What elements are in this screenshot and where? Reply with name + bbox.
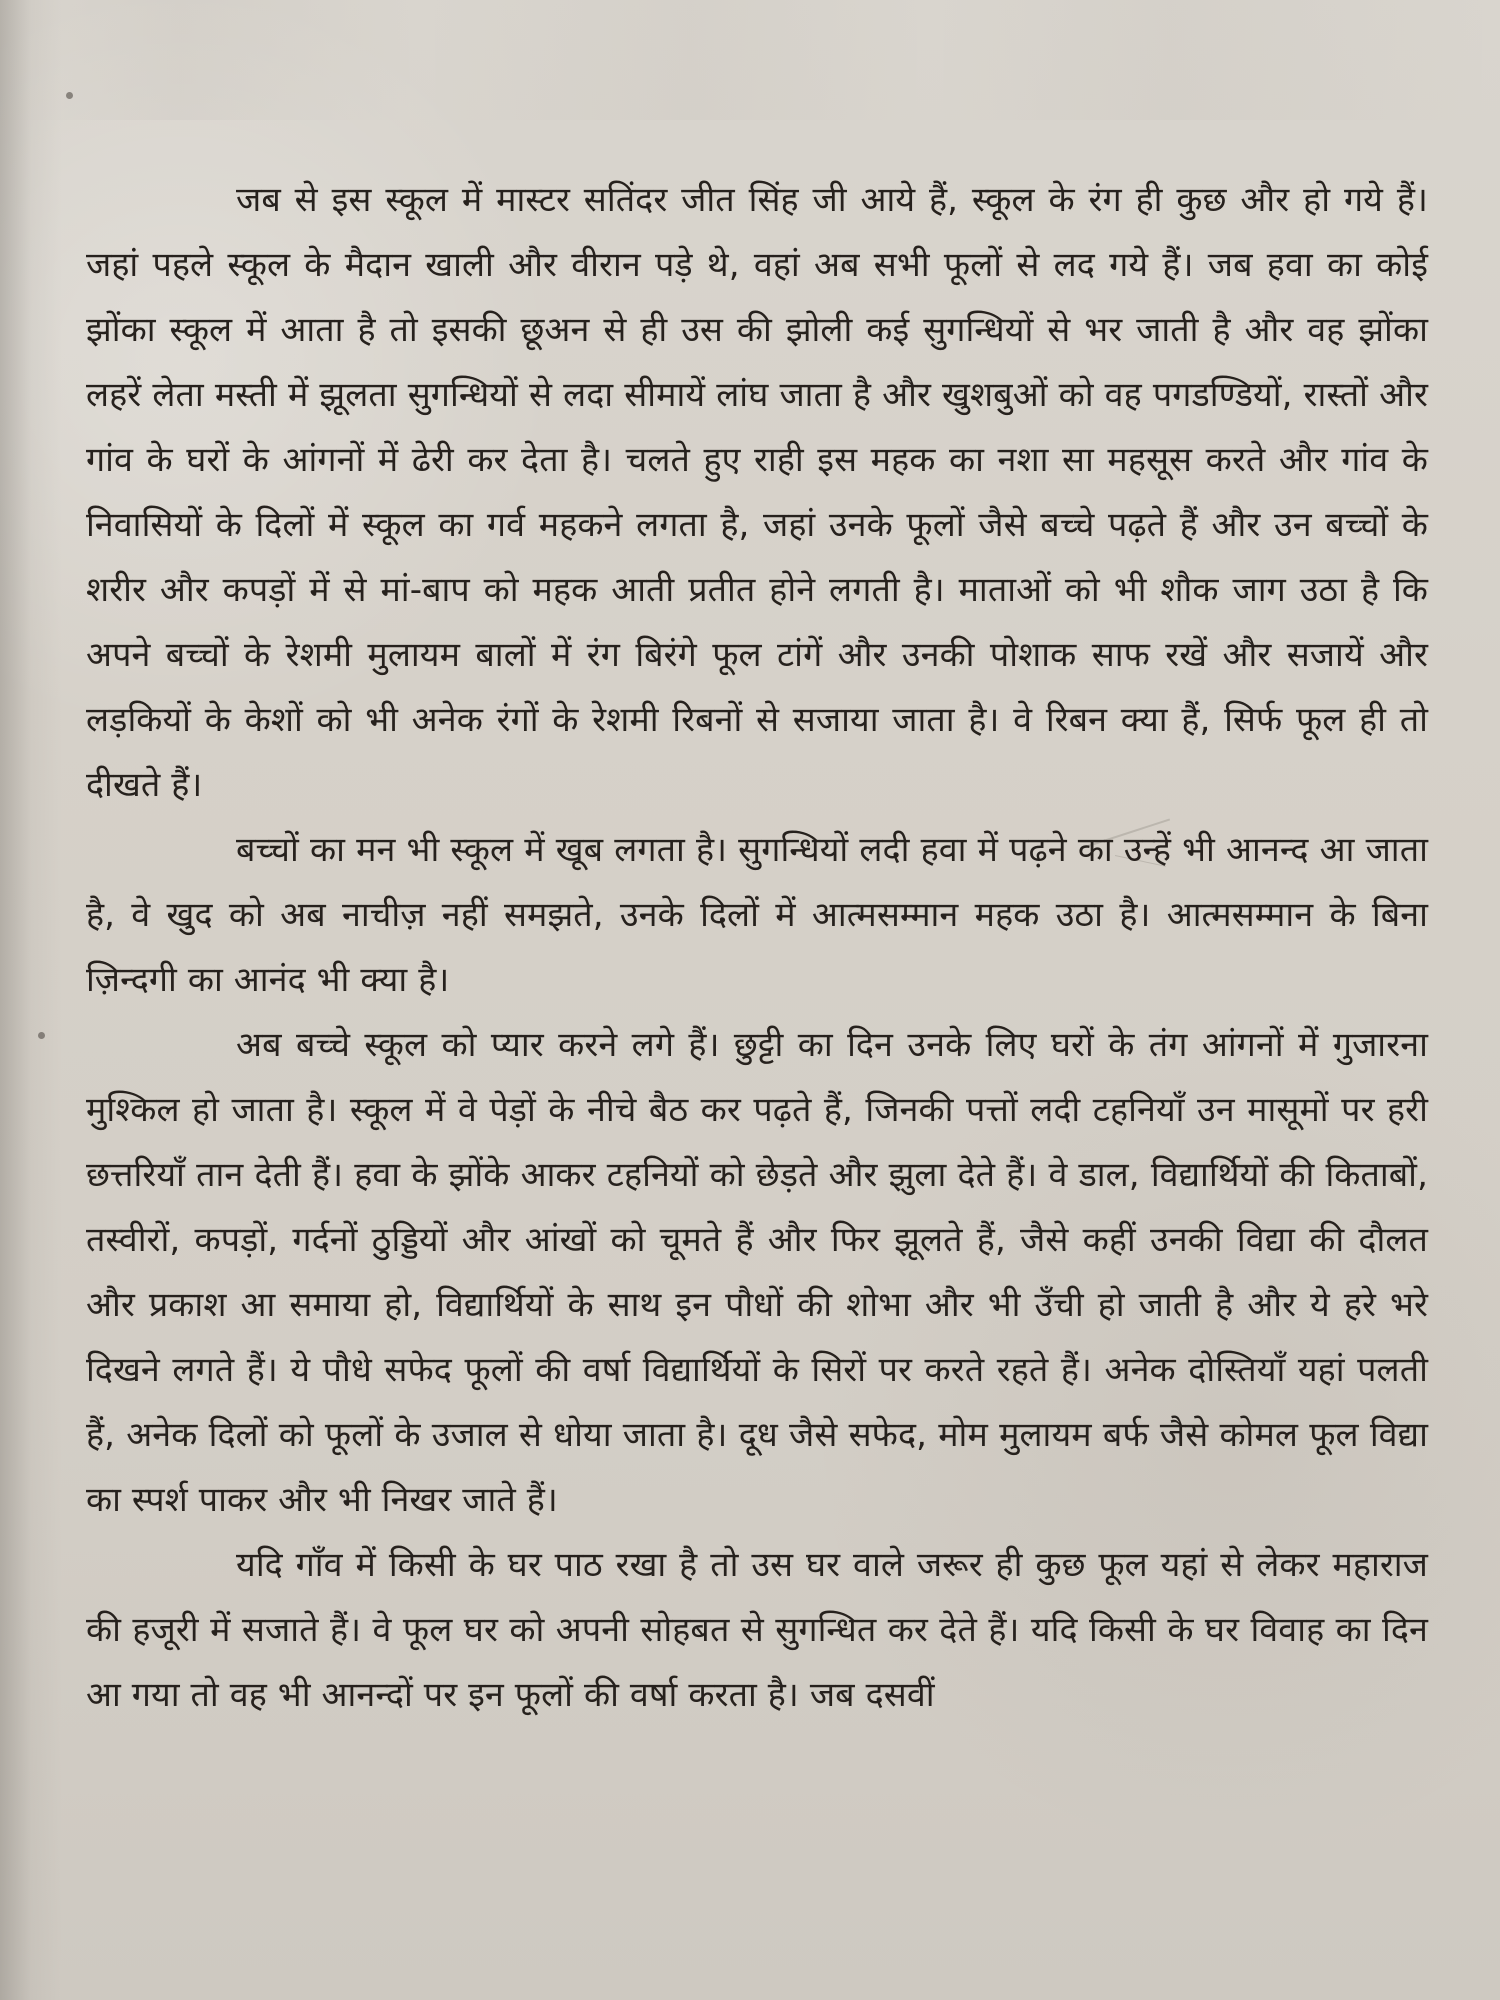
paragraph-3: अब बच्चे स्कूल को प्यार करने लगे हैं। छुट्टी का दिन उनके लिए घरों के तंग आंगनों में गुजारना मुश्किल हो जाता है। स्कूल में वे पेड़ों के नीचे बैठ कर पढ़ते हैं, जिनकी पत्तों लदी टहनियाँ उन मासूमों पर हरी छत्तरियाँ तान देती हैं। हवा के झोंके आकर टहनियों को छेड़ते और झुला देते हैं। वे डाल, विद्यार्थियों की किताबों, तस्वीरों, कपड़ों, गर्दनों ठुड्डियों और आंखों को चूमते हैं और फिर झूलते हैं, जैसे कहीं उनकी विद्या की दौलत और प्रकाश आ समाया हो, विद्यार्थियों के साथ इन पौधों की शोभा और भी उँची हो जाती है और ये हरे भरे दिखने लगते हैं। ये पौधे सफेद फूलों की वर्षा विद्यार्थियों के सिरों पर करते रहते हैं। अनेक दोस्तियाँ यहां पलती हैं, अनेक दिलों को फूलों के उजाल से धोया जाता है। दूध जैसे सफेद, मोम मुलायम बर्फ जैसे कोमल फूल विद्या का स्पर्श पाकर और भी निखर जाते हैं। bbox=[86, 1025, 1428, 1520]
paragraph-4: यदि गाँव में किसी के घर पाठ रखा है तो उस घर वाले जरूर ही कुछ फूल यहां से लेकर महाराज की हजूरी में सजाते हैं। वे फूल घर को अपनी सोहबत से सुगन्धित कर देते हैं। यदि किसी के घर विवाह का दिन आ गया तो वह भी आनन्दों पर इन फूलों की वर्षा करता है। जब दसवीं bbox=[86, 1545, 1428, 1715]
top-bleed-through bbox=[0, 0, 1500, 120]
document-body bbox=[86, 168, 1428, 1728]
paragraph-1: जब से इस स्कूल में मास्टर सतिंदर जीत सिंह जी आये हैं, स्कूल के रंग ही कुछ और हो गये हैं। जहां पहले स्कूल के मैदान खाली और वीरान पड़े थे, वहां अब सभी फूलों से लद गये हैं। जब हवा का कोई झोंका स्कूल में आता है तो इसकी छूअन से ही उस की झोली कई सुगन्धियों से भर जाती है और वह झोंका लहरें लेता मस्ती में झूलता सुगन्धियों से लदा सीमायें लांघ जाता है और खुशबुओं को वह पगडण्डियों, रास्तों और गांव के घरों के आंगनों में ढेरी कर देता है। चलते हुए राही इस महक का नशा सा महसूस करते और गांव के निवासियों के दिलों में स्कूल का गर्व महकने लगता है, जहां उनके फूलों जैसे बच्चे पढ़ते हैं और उन बच्चों के शरीर और कपड़ों में से मां-बाप को महक आती प्रतीत होने लगती है। माताओं को भी शौक जाग उठा है कि अपने बच्चों के रेशमी मुलायम बालों में रंग बिरंगे फूल टांगें और उनकी पोशाक साफ रखें और सजायें और लड़कियों के केशों को भी अनेक रंगों के रेशमी रिबनों से सजाया जाता है। वे रिबन क्या हैं, सिर्फ फूल ही तो दीखते हैं। bbox=[86, 180, 1428, 805]
left-page-shadow bbox=[0, 0, 62, 2000]
paragraph-2: बच्चों का मन भी स्कूल में खूब लगता है। सुगन्धियों लदी हवा में पढ़ने का उन्हें भी आनन्द आ जाता है, वे खुद को अब नाचीज़ नहीं समझते, उनके दिलों में आत्मसम्मान महक उठा है। आत्मसम्मान के बिना ज़िन्दगी का आनंद भी क्या है। bbox=[86, 830, 1428, 1000]
margin-dot bbox=[38, 1032, 45, 1039]
margin-dot bbox=[66, 92, 73, 99]
